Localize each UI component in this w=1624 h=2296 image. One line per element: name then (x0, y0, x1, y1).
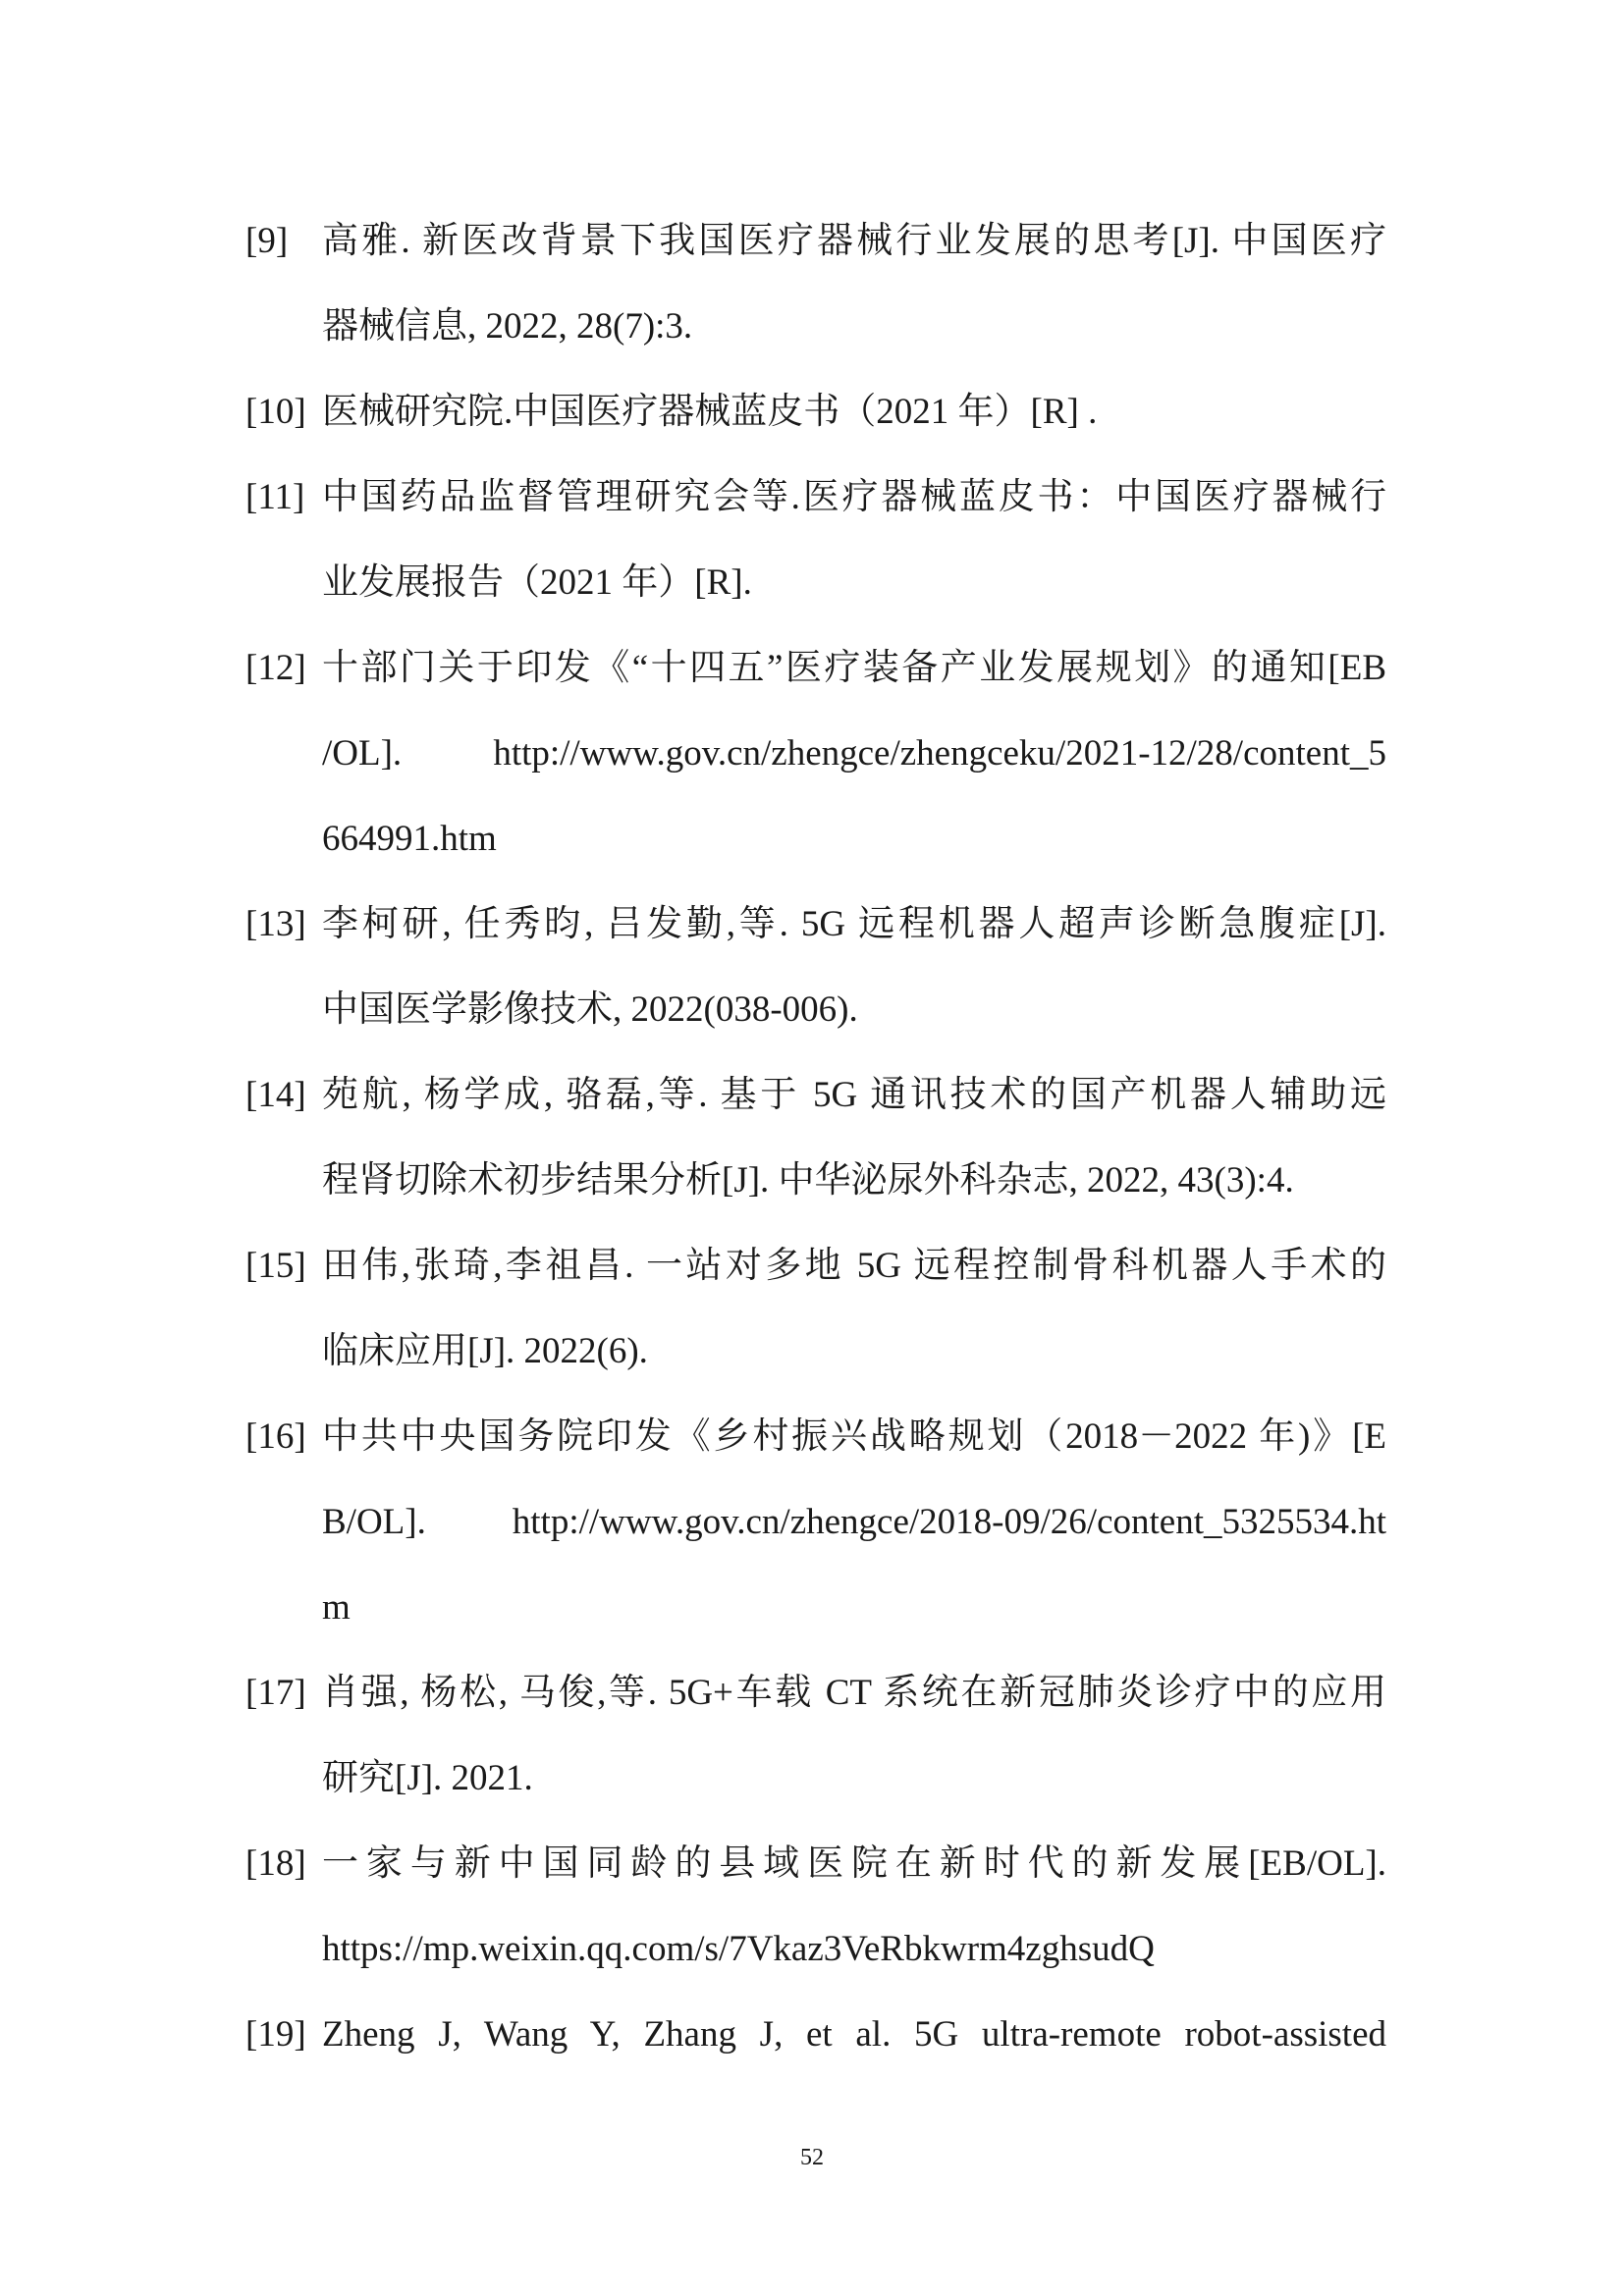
reference-text-line: 业发展报告（2021 年）[R]. (322, 562, 752, 603)
reference-text-line: 研究[J]. 2021. (322, 1758, 533, 1798)
reference-text-line: https://mp.weixin.qq.com/s/7Vkaz3VeRbkwrm4zghsudQ (322, 1929, 1155, 1969)
reference-text-line: Zheng J, Wang Y, Zhang J, et al. 5G ultra-remote robot-assisted (322, 2014, 1386, 2055)
reference-number: [18] (245, 1843, 306, 1884)
reference-text-line: m (322, 1587, 351, 1628)
reference-number: [11] (245, 477, 305, 517)
reference-text-line: B/OL]. http://www.gov.cn/zhengce/2018-09/26/content_5325534.ht (322, 1502, 1386, 1542)
reference-text-line: 程肾切除术初步结果分析[J]. 中华泌尿外科杂志, 2022, 43(3):4. (322, 1160, 1294, 1201)
reference-number: [14] (245, 1075, 306, 1115)
reference-number: [17] (245, 1673, 306, 1713)
reference-text-line: 肖强, 杨松, 马俊,等. 5G+车载 CT 系统在新冠肺炎诊疗中的应用 (322, 1673, 1386, 1713)
page-number: 52 (800, 2145, 824, 2170)
reference-text-line: 中共中央国务院印发《乡村振兴战略规划（2018－2022 年)》[E (322, 1416, 1386, 1457)
reference-number: [13] (245, 904, 306, 944)
reference-text-line: 李柯研, 任秀昀, 吕发勤,等. 5G 远程机器人超声诊断急腹症[J]. (322, 904, 1386, 944)
reference-text-line: 器械信息, 2022, 28(7):3. (322, 306, 693, 347)
reference-text-line: 中国药品监督管理研究会等.医疗器械蓝皮书：中国医疗器械行 (322, 477, 1386, 517)
reference-number: [15] (245, 1246, 306, 1286)
reference-text-line: 一家与新中国同龄的县域医院在新时代的新发展[EB/OL]. (322, 1843, 1386, 1884)
reference-text-line: 664991.htm (322, 819, 497, 859)
reference-text-line: 临床应用[J]. 2022(6). (322, 1331, 648, 1371)
reference-number: [10] (245, 392, 306, 432)
reference-text-line: 苑航, 杨学成, 骆磊,等. 基于 5G 通讯技术的国产机器人辅助远 (322, 1075, 1386, 1115)
reference-number: [16] (245, 1416, 306, 1457)
reference-number: [12] (245, 648, 306, 688)
reference-number: [19] (245, 2014, 306, 2055)
reference-text-line: 田伟,张琦,李祖昌. 一站对多地 5G 远程控制骨科机器人手术的 (322, 1246, 1386, 1286)
reference-text-line: /OL]. http://www.gov.cn/zhengce/zhengceku/2021-12/28/content_5 (322, 733, 1386, 774)
reference-number: [9] (245, 221, 289, 261)
reference-text-line: 中国医学影像技术, 2022(038-006). (322, 989, 858, 1030)
reference-text-line: 十部门关于印发《“十四五”医疗装备产业发展规划》的通知[EB (322, 648, 1386, 688)
reference-text-line: 医械研究院.中国医疗器械蓝皮书（2021 年）[R] . (322, 392, 1098, 432)
reference-text-line: 高雅. 新医改背景下我国医疗器械行业发展的思考[J]. 中国医疗 (322, 221, 1386, 261)
